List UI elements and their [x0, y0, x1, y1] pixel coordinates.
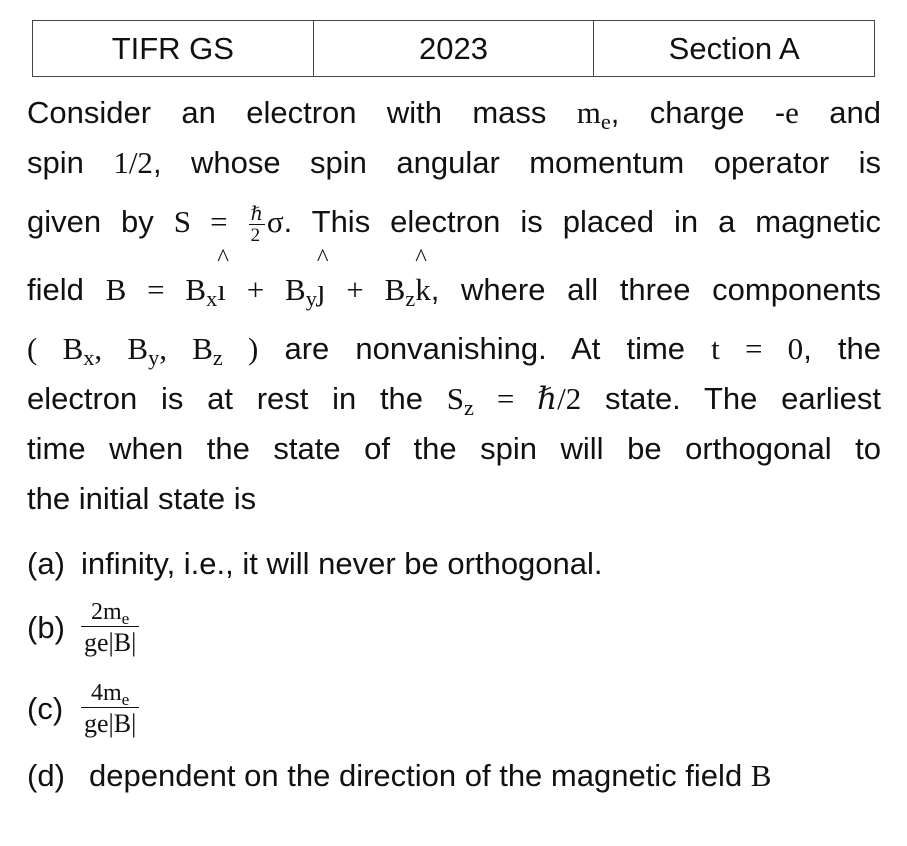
option-text: infinity, i.e., it will never be orthogonal.: [81, 546, 603, 581]
hbar-over-2: $\frac{\text{ℏ}}{2}$: [250, 203, 263, 246]
option-label: (a): [27, 546, 65, 581]
b-vector: B: [751, 758, 772, 794]
question-line-2: spin 1/2, whose spin angular momentum operator is: [27, 145, 881, 180]
option-fraction: $4m_e$ ge| B|: [81, 681, 139, 737]
option-label: (c): [27, 691, 64, 726]
option-text: dependent on the direction of the magnetic field: [89, 758, 751, 793]
option-label: (b): [27, 610, 65, 645]
field-components: ( $B_x$, $B_y$, $B_z$ ): [27, 331, 259, 371]
charge-symbol: e: [785, 95, 799, 130]
sigma-vector: σ: [267, 188, 284, 256]
option-d[interactable]: [27, 758, 771, 794]
question-text: [27, 88, 881, 524]
question-line-6: electron is at rest in the $S_z$ = ℏ/2 state. The earliest: [27, 381, 882, 421]
option-fraction: $2m_e$ ge| B|: [81, 600, 139, 656]
b-vector: B: [106, 256, 127, 324]
option-b[interactable]: [27, 600, 139, 656]
question-line-4: field $B = B_x$ ^ ı + $B_y$ ^ ȷ + $B_z$ ^ k, where all three components: [27, 256, 881, 324]
question-line-5: ( $B_x$, $B_y$, $B_z$ ) are nonvanishing. At time t = 0, the: [27, 331, 881, 371]
question-line-7: time when the state of the spin will be orthogonal to: [27, 431, 881, 466]
magnetic-field-equation: $B = B_x$ ^ ı + $B_y$ ^ ȷ + $B_z$ ^ k: [106, 272, 431, 307]
spin-value: 1/2: [113, 145, 153, 180]
option-label: (d): [27, 758, 65, 793]
exam-name-cell: TIFR GS: [33, 21, 314, 77]
question-line-3: given by S = $\frac{\text{ℏ}}{2}$ σ. This electron is placed in a magnetic: [27, 188, 881, 256]
option-c[interactable]: [27, 681, 139, 737]
electron-mass-symbol: $m_e$: [576, 95, 611, 135]
option-a[interactable]: [27, 546, 603, 582]
sz-state: $S_z$ = ℏ/2: [446, 381, 582, 421]
spin-operator-equation: S = $\frac{\text{ℏ}}{2}$ σ: [174, 204, 284, 239]
header-table: [32, 20, 875, 77]
question-line-8: the initial state is: [27, 481, 257, 516]
spin-operator-symbol: S: [174, 188, 191, 256]
time-zero: t = 0: [711, 331, 804, 366]
question-line-1: Consider an electron with mass $m_e$, charge -e and: [27, 95, 881, 135]
exam-year-cell: 2023: [313, 21, 594, 77]
section-cell: Section A: [594, 21, 875, 77]
